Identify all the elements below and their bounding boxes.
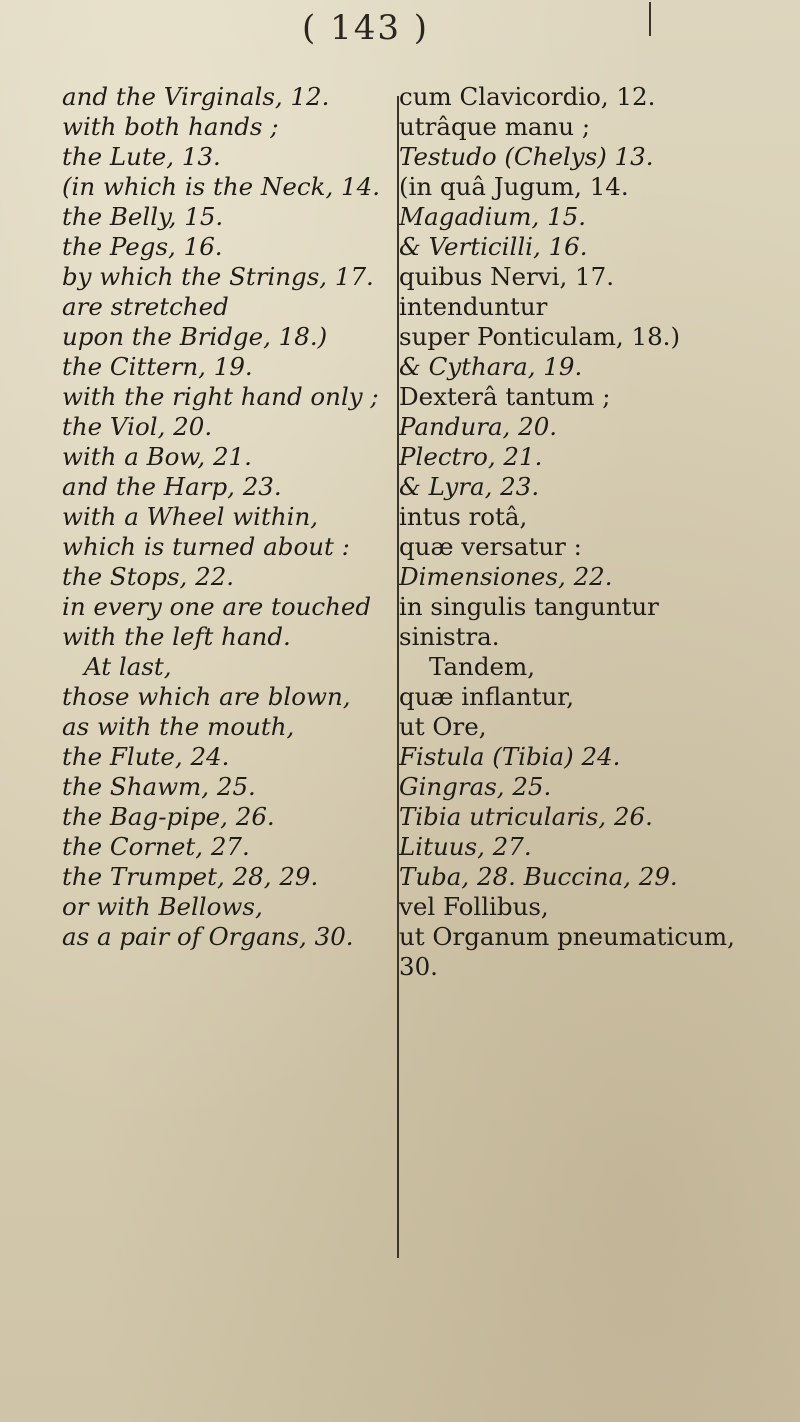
latin-line: & Verticilli, 16. [399,232,588,261]
latin-line: intenduntur [399,292,548,321]
english-line: the Bag-pipe, 26. [62,802,275,831]
latin-line: cum Clavicordio, 12. [399,82,656,111]
page-header [0,2,800,62]
latin-line: (in quâ Jugum, 14. [399,172,629,201]
latin-line: Dimensiones, 22. [399,562,613,591]
latin-line: Plectro, 21. [399,442,543,471]
latin-line: Magadium, 15. [399,202,587,231]
latin-line: utrâque manu ; [399,112,591,141]
english-line: the Cittern, 19. [62,352,253,381]
english-line: as with the mouth, [62,712,295,741]
english-line: as a pair of Organs, 30. [62,922,354,951]
page-number: ( 143 ) [302,8,430,48]
latin-line: ut Organum pneumaticum, [399,922,735,951]
english-line: the Flute, 24. [62,742,230,771]
latin-line: Tandem, [429,652,536,681]
latin-column [399,82,799,982]
english-line: the Stops, 22. [62,562,235,591]
latin-line: Dexterâ tantum ; [399,382,611,411]
latin-line: Lituus, 27. [399,832,532,861]
latin-line: quæ versatur : [399,532,582,561]
latin-line: & Cythara, 19. [399,352,583,381]
latin-line: Fistula (Tibia) 24. [399,742,621,771]
latin-line: quæ inflantur, [399,682,575,711]
latin-line: Testudo (Chelys) 13. [399,142,654,171]
latin-line: super Ponticulam, 18.) [399,322,681,351]
english-line: or with Bellows, [62,892,263,921]
english-line: upon the Bridge, 18.) [62,322,328,351]
english-line: At last, [84,652,172,681]
english-line: which is turned about : [62,532,350,561]
english-line: with the right hand only ; [62,382,379,411]
english-line: by which the Strings, 17. [62,262,374,291]
english-line: the Trumpet, 28, 29. [62,862,319,891]
english-line: with both hands ; [62,112,279,141]
english-line: and the Virginals, 12. [62,82,330,111]
latin-line: & Lyra, 23. [399,472,540,501]
latin-line: in singulis tanguntur [399,592,659,621]
english-line: with a Bow, 21. [62,442,252,471]
english-line: the Shawm, 25. [62,772,256,801]
latin-line: ut Ore, [399,712,487,741]
english-line: those which are blown, [62,682,351,711]
latin-line: sinistra. [399,622,500,651]
english-line: in every one are touched [62,592,372,621]
header-rule [649,2,651,36]
latin-line: Tuba, 28. Buccina, 29. [399,862,678,891]
english-line: the Lute, 13. [62,142,221,171]
latin-line: quibus Nervi, 17. [399,262,614,291]
english-line: the Pegs, 16. [62,232,223,261]
latin-line: Tibia utricularis, 26. [399,802,653,831]
english-line: are stretched [62,292,229,321]
latin-line: intus rotâ, [399,502,528,531]
latin-line: Gingras, 25. [399,772,552,801]
latin-line: 30. [399,952,438,981]
latin-line: vel Follibus, [399,892,549,921]
english-line: with a Wheel within, [62,502,319,531]
english-line: the Viol, 20. [62,412,213,441]
english-column [62,82,402,952]
english-line: and the Harp, 23. [62,472,282,501]
english-line: the Cornet, 27. [62,832,250,861]
english-line: with the left hand. [62,622,291,651]
english-line: the Belly, 15. [62,202,224,231]
latin-line: Pandura, 20. [399,412,558,441]
english-line: (in which is the Neck, 14. [62,172,380,201]
